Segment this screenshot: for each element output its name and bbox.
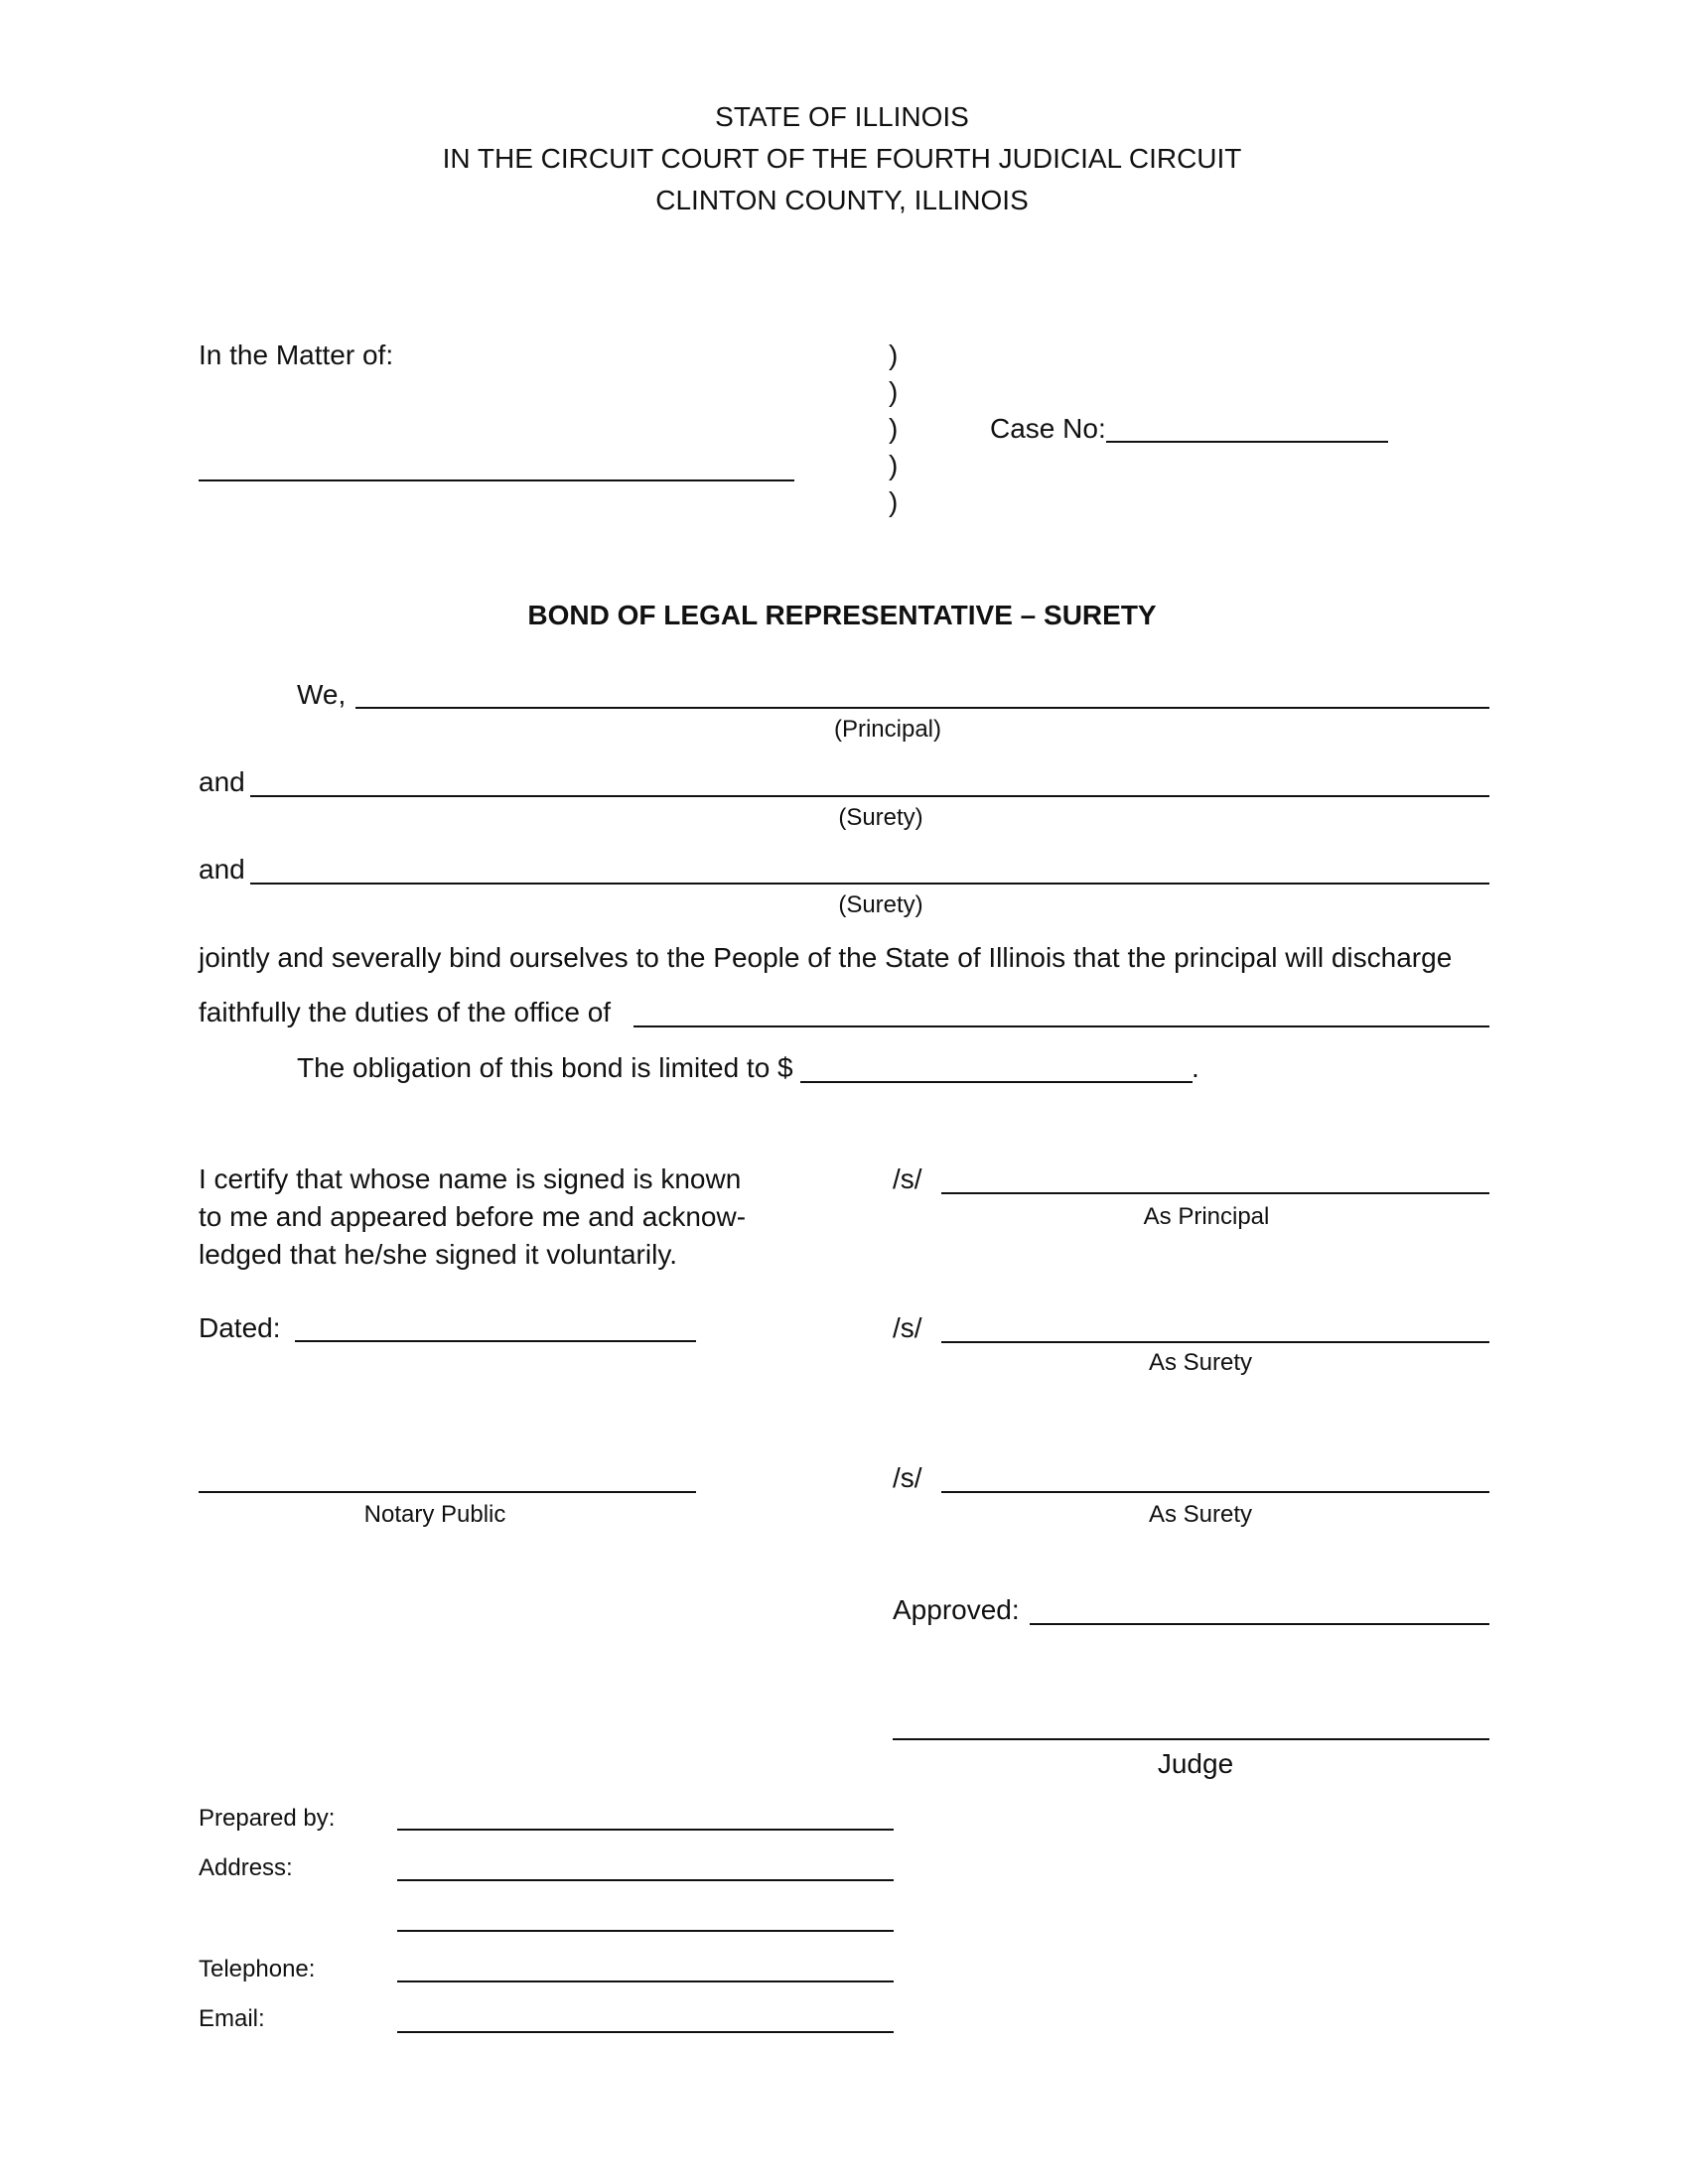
prepared-by-line[interactable]	[397, 1829, 894, 1831]
obligation-amount-line[interactable]	[800, 1081, 1193, 1083]
notary-signature-line[interactable]	[199, 1491, 696, 1493]
prepared-by-label: Prepared by:	[199, 1805, 336, 1832]
telephone-line[interactable]	[397, 1980, 894, 1982]
and-label: and	[199, 854, 245, 885]
caption-paren: )	[889, 413, 899, 444]
notary-caption: Notary Public	[363, 1501, 506, 1528]
principal-caption: (Principal)	[833, 716, 942, 743]
s-mark: /s/	[893, 1462, 922, 1493]
email-line[interactable]	[397, 2031, 894, 2033]
caption-paren: )	[889, 376, 899, 407]
case-no-label: Case No:	[990, 413, 1106, 444]
surety-line-1[interactable]	[250, 795, 1489, 797]
dated-line[interactable]	[295, 1340, 696, 1342]
address-line-1[interactable]	[397, 1879, 894, 1881]
header-state: STATE OF ILLINOIS	[715, 101, 969, 132]
and-label: and	[199, 766, 245, 797]
judge-caption: Judge	[1157, 1748, 1234, 1779]
we-label: We,	[297, 679, 347, 710]
matter-name-line[interactable]	[199, 479, 794, 481]
form-title: BOND OF LEGAL REPRESENTATIVE – SURETY	[527, 600, 1157, 630]
bind-text: jointly and severally bind ourselves to the People of the State of Illinois that the principal will discharge	[199, 942, 1453, 973]
office-line[interactable]	[633, 1025, 1489, 1027]
certify-line-1: I certify that whose name is signed is known	[199, 1163, 742, 1194]
telephone-label: Telephone:	[199, 1956, 316, 1982]
obligation-text: The obligation of this bond is limited to $	[297, 1052, 793, 1083]
judge-signature-line[interactable]	[893, 1738, 1489, 1740]
principal-signature-line[interactable]	[941, 1192, 1489, 1194]
surety-caption: (Surety)	[838, 804, 923, 831]
obligation-period: .	[1192, 1052, 1199, 1083]
caption-paren: )	[889, 486, 899, 517]
header-county: CLINTON COUNTY, ILLINOIS	[655, 185, 1029, 215]
certify-line-2: to me and appeared before me and acknow-	[199, 1201, 747, 1232]
header-court: IN THE CIRCUIT COURT OF THE FOURTH JUDICIAL CIRCUIT	[442, 143, 1242, 174]
caption-paren: )	[889, 450, 899, 480]
address-line-2[interactable]	[397, 1930, 894, 1932]
as-surety-caption: As Surety	[1148, 1501, 1253, 1528]
certify-line-3: ledged that he/she signed it voluntarily.	[199, 1239, 678, 1270]
surety-line-2[interactable]	[250, 883, 1489, 885]
approved-line[interactable]	[1030, 1623, 1489, 1625]
s-mark: /s/	[893, 1312, 922, 1343]
s-mark: /s/	[893, 1163, 922, 1194]
as-surety-caption: As Surety	[1148, 1349, 1253, 1376]
surety-caption: (Surety)	[838, 891, 923, 918]
surety-signature-line-1[interactable]	[941, 1341, 1489, 1343]
case-no-line[interactable]	[1106, 441, 1388, 443]
email-label: Email:	[199, 2005, 265, 2032]
dated-label: Dated:	[199, 1312, 281, 1343]
matter-label: In the Matter of:	[199, 340, 394, 370]
caption-paren: )	[889, 340, 899, 370]
surety-signature-line-2[interactable]	[941, 1491, 1489, 1493]
approved-label: Approved:	[893, 1594, 1020, 1625]
principal-line[interactable]	[355, 707, 1489, 709]
as-principal-caption: As Principal	[1143, 1203, 1270, 1230]
address-label: Address:	[199, 1854, 293, 1881]
office-text: faithfully the duties of the office of	[199, 997, 612, 1027]
